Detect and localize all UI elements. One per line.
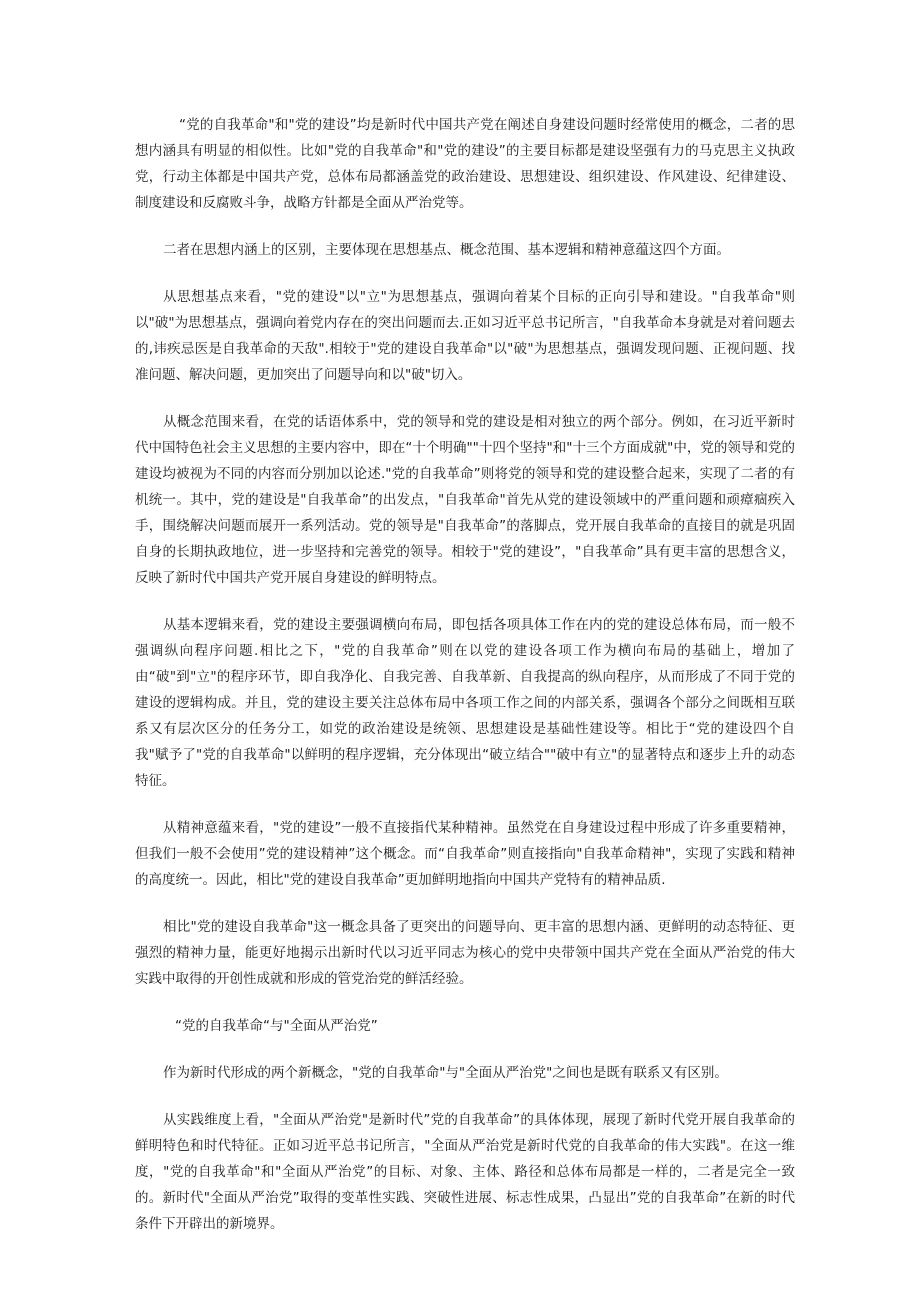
paragraph-basic-logic: 从基本逻辑来看，党的建设主要强调横向布局，即包括各项具体工作在内的党的建设总体布局，而一般不强调纵向程序问题.相比之下，"党的自我革命”则在以党的建设各项工作为横向布局的基础上，增加了由“破"到"立"的程序环节，即自我净化、自我完善、自我革新、自我提高的纵向程序，从而形成了不同于党的建设的逻辑构成。并且，党的建设主要关注总体布局中各项工作之间的内部关系，强调各个部分之间既相互联系又有层次区分的任务分工，如党的政治建设是统领、思想建设是基础性建设等。相比于“党的建设四个自我"赋予了"党的自我革命"以鲜明的程序逻辑，充分体现出“破立结合""破中有立"的显著特点和逐步上升的动态特征。 xyxy=(135,617,795,789)
paragraph-comparison-conclusion: 相比"党的建设自我革命"这一概念具备了更突出的问题导向、更丰富的思想内涵、更鲜明的动态特征、更强烈的精神力量，能更好地揭示出新时代以习近平同志为核心的党中央带领中国共产党在全面从严治党的伟大实践中取得的开创性成就和形成的管党治党的鲜活经验。 xyxy=(135,919,795,987)
paragraph-differences-summary: 二者在思想内涵上的区别，主要体现在思想基点、概念范围、基本逻辑和精神意蕴这四个方面。 xyxy=(163,242,730,258)
paragraph-thought-basis: 从思想基点来看，"党的建设"以"立"为思想基点，强调向着某个目标的正向引导和建设。"自我革命"则以"破"为思想基点，强调向着党内存在的突出问题而去.正如习近平总书记所言，"自我革命本身就是对着问题去的,讳疾忌医是自我革命的天敌".相较于"党的建设自我革命"以"破"为思想基点，强调发现问题、正视问题、找准问题、解决问题，更加突出了问题导向和以"破"切入。 xyxy=(135,289,795,383)
paragraph-practice-dimension: 从实践维度上看，"全面从严治党"是新时代”党的自我革命”的具体体现，展现了新时代党开展自我革命的鲜明特色和时代特征。正如习近平总书记所言，"全面从严治党是新时代党的自我革命的伟大实践"。在这一维度，"党的自我革命"和"全面从严治党”的目标、对象、主体、路径和总体布局都是一样的，二者是完全一致的。新时代"全面从严治党”取得的变革性实践、突破性进展、标志性成果，凸显出”党的自我革命”在新的时代条件下开辟出的新境界。 xyxy=(135,1112,795,1232)
paragraph-spiritual-meaning: 从精神意蕴来看，"党的建设”一般不直接指代某种精神。虽然党在自身建设过程中形成了许多重要精神，但我们一般不会使用”党的建设精神”这个概念。而“自我革命”则直接指向"自我革命精神"，实现了实践和精神的高度统一。因此，相比"党的建设自我革命”更加鲜明地指向中国共产党特有的精神品质. xyxy=(135,820,795,888)
paragraph-concept-scope: 从概念范围来看，在党的话语体系中，党的领导和党的建设是相对独立的两个部分。例如，在习近平新时代中国特色社会主义思想的主要内容中，即在“十个明确""十四个坚持"和"十三个方面成就"中，党的领导和党的建设均被视为不同的内容而分别加以论述."党的自我革命”则将党的领导和党的建设整合起来，实现了二者的有机统一。其中，党的建设是"自我革命”的出发点，"自我革命"首先从党的建设领域中的严重问题和顽瘴痼疾入手，围绕解决问题而展开一系列活动。党的领导是"自我革命”的落脚点，党开展自我革命的直接目的就是巩固自身的长期执政地位，进一步坚持和完善党的领导。相较于"党的建设”，"自我革命”具有更丰富的思想含义，反映了新时代中国共产党开展自身建设的鲜明特点。 xyxy=(135,414,795,586)
paragraph-new-concepts: 作为新时代形成的两个新概念，"党的自我革命"与"全面从严治党"之间也是既有联系又有区别。 xyxy=(163,1065,728,1081)
paragraph-intro: “党的自我革命"和"党的建设”均是新时代中国共产党在阐述自身建设问题时经常使用的概念，二者的思想内涵具有明显的相似性。比如"党的自我革命"和"党的建设”的主要目标都是建设坚强有力的马克思主义执政党，行动主体都是中国共产党，总体布局都涵盖党的政治建设、思想建设、组织建设、作风建设、纪律建设、制度建设和反腐败斗争，战略方针都是全面从严治党等。 xyxy=(135,117,795,211)
section-heading: “党的自我革命“与"全面从严治党” xyxy=(175,1018,378,1034)
document-body xyxy=(135,112,795,1258)
